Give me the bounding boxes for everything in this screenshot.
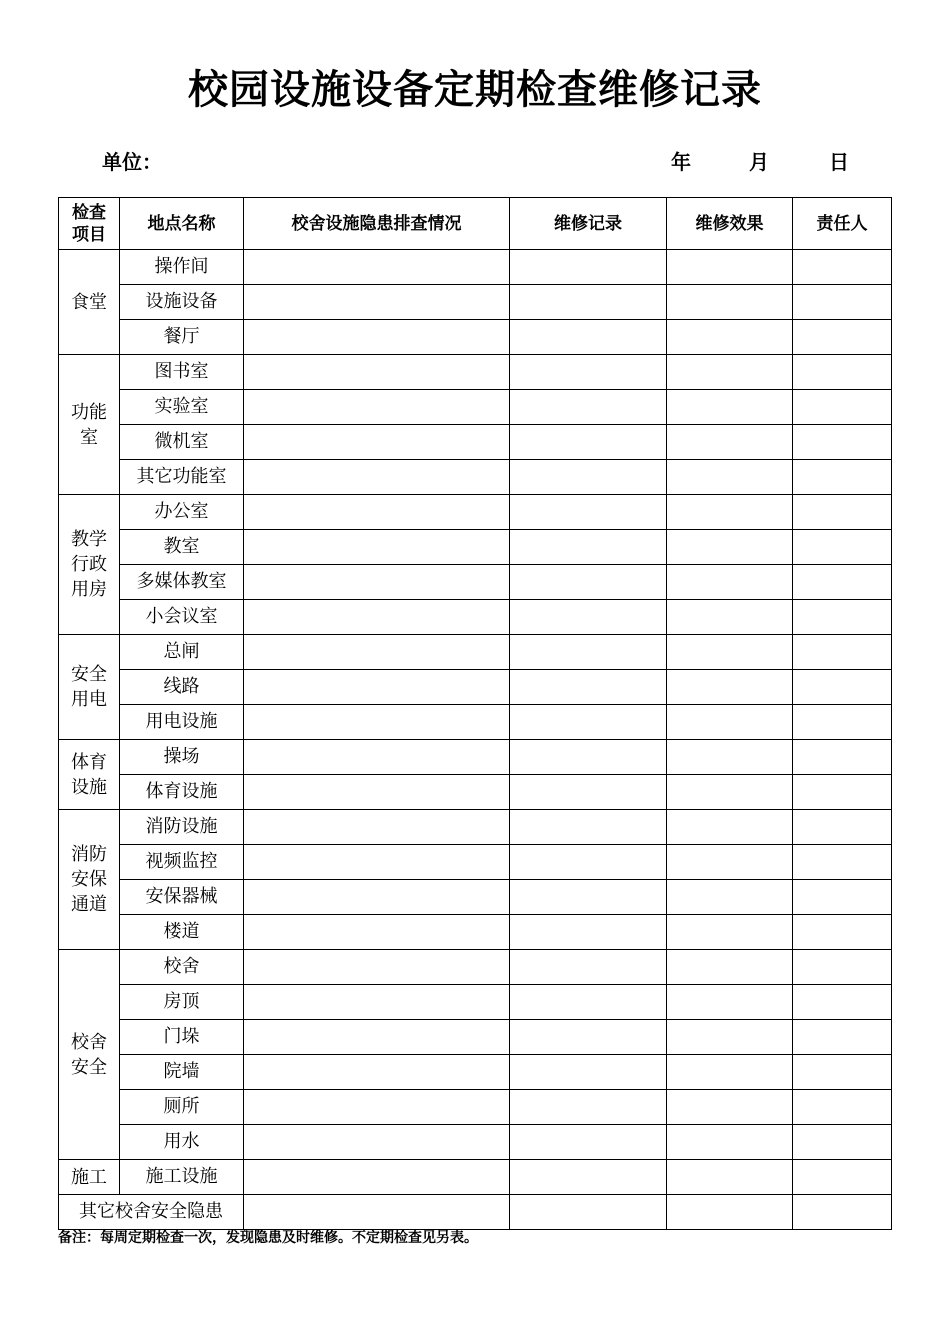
cell-situation[interactable] (244, 1020, 510, 1055)
table-row (59, 775, 892, 810)
table-row (59, 565, 892, 600)
table-row (59, 915, 892, 950)
cell-effect[interactable] (667, 775, 793, 810)
cell-situation[interactable] (244, 425, 510, 460)
month-label: 月 (749, 150, 769, 174)
cell-repair[interactable] (510, 425, 667, 460)
cell-situation[interactable] (244, 1160, 510, 1195)
cell-situation[interactable] (244, 845, 510, 880)
cell-person[interactable] (793, 670, 892, 705)
cell-repair[interactable] (510, 915, 667, 950)
cell-person[interactable] (793, 705, 892, 740)
cell-effect[interactable] (667, 740, 793, 775)
place-cell: 其它功能室 (120, 460, 244, 495)
cell-effect[interactable] (667, 530, 793, 565)
header-place: 地点名称 (120, 198, 244, 250)
cell-situation[interactable] (244, 1125, 510, 1160)
cell-effect[interactable] (667, 1125, 793, 1160)
cell-effect[interactable] (667, 250, 793, 285)
category-cell (59, 495, 120, 635)
place-cell: 门垛 (120, 1020, 244, 1055)
cell-repair[interactable] (510, 1090, 667, 1125)
cell-situation[interactable] (244, 390, 510, 425)
cell-effect[interactable] (667, 1160, 793, 1195)
cell-person[interactable] (793, 740, 892, 775)
cell-repair[interactable] (510, 810, 667, 845)
cell-effect[interactable] (667, 600, 793, 635)
cell-effect[interactable] (667, 915, 793, 950)
cell-situation[interactable] (244, 915, 510, 950)
cell-repair[interactable] (510, 1125, 667, 1160)
other-hazards-cell: 其它校舍安全隐患 (59, 1195, 244, 1230)
cell-situation[interactable] (244, 285, 510, 320)
cell-person[interactable] (793, 845, 892, 880)
cell-effect[interactable] (667, 950, 793, 985)
cell-person[interactable] (793, 285, 892, 320)
cell-person[interactable] (793, 530, 892, 565)
year-label: 年 (671, 150, 691, 174)
table-row (59, 670, 892, 705)
cell-situation[interactable] (244, 950, 510, 985)
place-cell: 视频监控 (120, 845, 244, 880)
place-cell: 图书室 (120, 355, 244, 390)
cell-situation[interactable] (244, 250, 510, 285)
cell-situation[interactable] (244, 635, 510, 670)
cell-person[interactable] (793, 1125, 892, 1160)
cell-repair[interactable] (510, 600, 667, 635)
place-cell: 操作间 (120, 250, 244, 285)
category-cell (59, 1160, 120, 1195)
cell-repair[interactable] (510, 355, 667, 390)
table-row (59, 845, 892, 880)
cell-effect[interactable] (667, 670, 793, 705)
cell-effect[interactable] (667, 425, 793, 460)
cell-repair[interactable] (510, 985, 667, 1020)
table-row (59, 810, 892, 845)
cell-person[interactable] (793, 1195, 892, 1230)
cell-situation[interactable] (244, 320, 510, 355)
footnote: 备注：每周定期检查一次，发现隐患及时维修。不定期检查见另表。 (58, 1230, 478, 1246)
header-item: 检查项目 (59, 198, 120, 250)
cell-person[interactable] (793, 950, 892, 985)
category-cell (59, 250, 120, 355)
cell-person[interactable] (793, 1020, 892, 1055)
category-label: 体育设施 (70, 751, 107, 798)
cell-effect[interactable] (667, 705, 793, 740)
unit-label: 单位： (102, 150, 162, 174)
cell-situation[interactable] (244, 495, 510, 530)
inspection-table (58, 197, 892, 1230)
cell-situation[interactable] (244, 880, 510, 915)
place-cell: 楼道 (120, 915, 244, 950)
place-cell: 房顶 (120, 985, 244, 1020)
place-cell: 院墙 (120, 1055, 244, 1090)
table-body (59, 250, 892, 1230)
cell-repair[interactable] (510, 740, 667, 775)
table-row (59, 425, 892, 460)
cell-repair[interactable] (510, 250, 667, 285)
table-row (59, 985, 892, 1020)
cell-effect[interactable] (667, 845, 793, 880)
table-row (59, 635, 892, 670)
cell-repair[interactable] (510, 530, 667, 565)
cell-person[interactable] (793, 1090, 892, 1125)
cell-effect[interactable] (667, 880, 793, 915)
place-cell: 消防设施 (120, 810, 244, 845)
category-cell (59, 635, 120, 740)
cell-person[interactable] (793, 565, 892, 600)
cell-situation[interactable] (244, 670, 510, 705)
cell-repair[interactable] (510, 460, 667, 495)
cell-situation[interactable] (244, 775, 510, 810)
cell-effect[interactable] (667, 565, 793, 600)
place-cell: 微机室 (120, 425, 244, 460)
cell-person[interactable] (793, 425, 892, 460)
place-cell: 体育设施 (120, 775, 244, 810)
cell-effect[interactable] (667, 635, 793, 670)
cell-person[interactable] (793, 810, 892, 845)
page-title: 校园设施设备定期检查维修记录 (188, 67, 762, 113)
cell-repair[interactable] (510, 1195, 667, 1230)
cell-repair[interactable] (510, 950, 667, 985)
cell-person[interactable] (793, 250, 892, 285)
cell-person[interactable] (793, 635, 892, 670)
place-cell: 设施设备 (120, 285, 244, 320)
cell-repair[interactable] (510, 705, 667, 740)
table-row (59, 740, 892, 775)
place-cell: 餐厅 (120, 320, 244, 355)
table-row (59, 1090, 892, 1125)
cell-repair[interactable] (510, 285, 667, 320)
cell-person[interactable] (793, 915, 892, 950)
cell-effect[interactable] (667, 985, 793, 1020)
category-cell (59, 950, 120, 1160)
cell-situation[interactable] (244, 1055, 510, 1090)
day-label: 日 (829, 150, 849, 174)
table-row (59, 390, 892, 425)
category-cell (59, 355, 120, 495)
cell-effect[interactable] (667, 810, 793, 845)
cell-repair[interactable] (510, 670, 667, 705)
cell-person[interactable] (793, 985, 892, 1020)
cell-repair[interactable] (510, 495, 667, 530)
header-person: 责任人 (793, 198, 892, 250)
cell-repair[interactable] (510, 845, 667, 880)
header-repair: 维修记录 (510, 198, 667, 250)
cell-repair[interactable] (510, 1160, 667, 1195)
cell-situation[interactable] (244, 1195, 510, 1230)
header-effect: 维修效果 (667, 198, 793, 250)
cell-situation[interactable] (244, 460, 510, 495)
cell-person[interactable] (793, 1160, 892, 1195)
table-row (59, 460, 892, 495)
category-label: 安全用电 (70, 664, 107, 710)
category-label: 施工 (70, 1166, 107, 1188)
cell-effect[interactable] (667, 320, 793, 355)
place-cell: 用水 (120, 1125, 244, 1160)
cell-situation[interactable] (244, 530, 510, 565)
cell-situation[interactable] (244, 565, 510, 600)
cell-repair[interactable] (510, 1055, 667, 1090)
cell-repair[interactable] (510, 1020, 667, 1055)
cell-person[interactable] (793, 1055, 892, 1090)
place-cell: 安保器械 (120, 880, 244, 915)
place-cell: 线路 (120, 670, 244, 705)
cell-situation[interactable] (244, 705, 510, 740)
cell-effect[interactable] (667, 390, 793, 425)
table-row (59, 1125, 892, 1160)
place-cell: 办公室 (120, 495, 244, 530)
category-cell (59, 740, 120, 810)
table-row-other (59, 1195, 892, 1230)
category-label: 校舍安全 (70, 1031, 107, 1078)
cell-effect[interactable] (667, 495, 793, 530)
cell-situation[interactable] (244, 355, 510, 390)
cell-repair[interactable] (510, 390, 667, 425)
cell-effect[interactable] (667, 1020, 793, 1055)
place-cell: 小会议室 (120, 600, 244, 635)
category-label: 食堂 (70, 291, 107, 313)
place-cell: 校舍 (120, 950, 244, 985)
table-row (59, 880, 892, 915)
cell-situation[interactable] (244, 810, 510, 845)
place-cell: 多媒体教室 (120, 565, 244, 600)
table-row (59, 250, 892, 285)
category-cell (59, 810, 120, 950)
place-cell: 教室 (120, 530, 244, 565)
cell-person[interactable] (793, 390, 892, 425)
cell-situation[interactable] (244, 740, 510, 775)
place-cell: 实验室 (120, 390, 244, 425)
table-row (59, 320, 892, 355)
cell-situation[interactable] (244, 600, 510, 635)
place-cell: 总闸 (120, 635, 244, 670)
table-row (59, 950, 892, 985)
table-row (59, 495, 892, 530)
cell-person[interactable] (793, 320, 892, 355)
cell-effect[interactable] (667, 1195, 793, 1230)
cell-effect[interactable] (667, 355, 793, 390)
category-label: 教学行政用房 (70, 529, 107, 600)
cell-repair[interactable] (510, 880, 667, 915)
table-row (59, 355, 892, 390)
table-row (59, 600, 892, 635)
cell-repair[interactable] (510, 565, 667, 600)
cell-repair[interactable] (510, 635, 667, 670)
cell-situation[interactable] (244, 985, 510, 1020)
cell-repair[interactable] (510, 775, 667, 810)
cell-person[interactable] (793, 355, 892, 390)
table-row (59, 1020, 892, 1055)
table-row (59, 1055, 892, 1090)
cell-person[interactable] (793, 460, 892, 495)
table-row (59, 285, 892, 320)
category-label: 功能室 (70, 401, 107, 448)
table-row (59, 1160, 892, 1195)
cell-repair[interactable] (510, 320, 667, 355)
place-cell: 用电设施 (120, 705, 244, 740)
cell-person[interactable] (793, 880, 892, 915)
cell-effect[interactable] (667, 1090, 793, 1125)
cell-person[interactable] (793, 495, 892, 530)
cell-effect[interactable] (667, 1055, 793, 1090)
cell-effect[interactable] (667, 285, 793, 320)
cell-person[interactable] (793, 775, 892, 810)
place-cell: 厕所 (120, 1090, 244, 1125)
header-situation: 校舍设施隐患排查情况 (244, 198, 510, 250)
cell-effect[interactable] (667, 460, 793, 495)
table-row (59, 530, 892, 565)
header-row (59, 198, 892, 250)
place-cell: 操场 (120, 740, 244, 775)
cell-person[interactable] (793, 600, 892, 635)
table-row (59, 705, 892, 740)
place-cell: 施工设施 (120, 1160, 244, 1195)
cell-situation[interactable] (244, 1090, 510, 1125)
category-label: 消防安保通道 (70, 844, 107, 915)
